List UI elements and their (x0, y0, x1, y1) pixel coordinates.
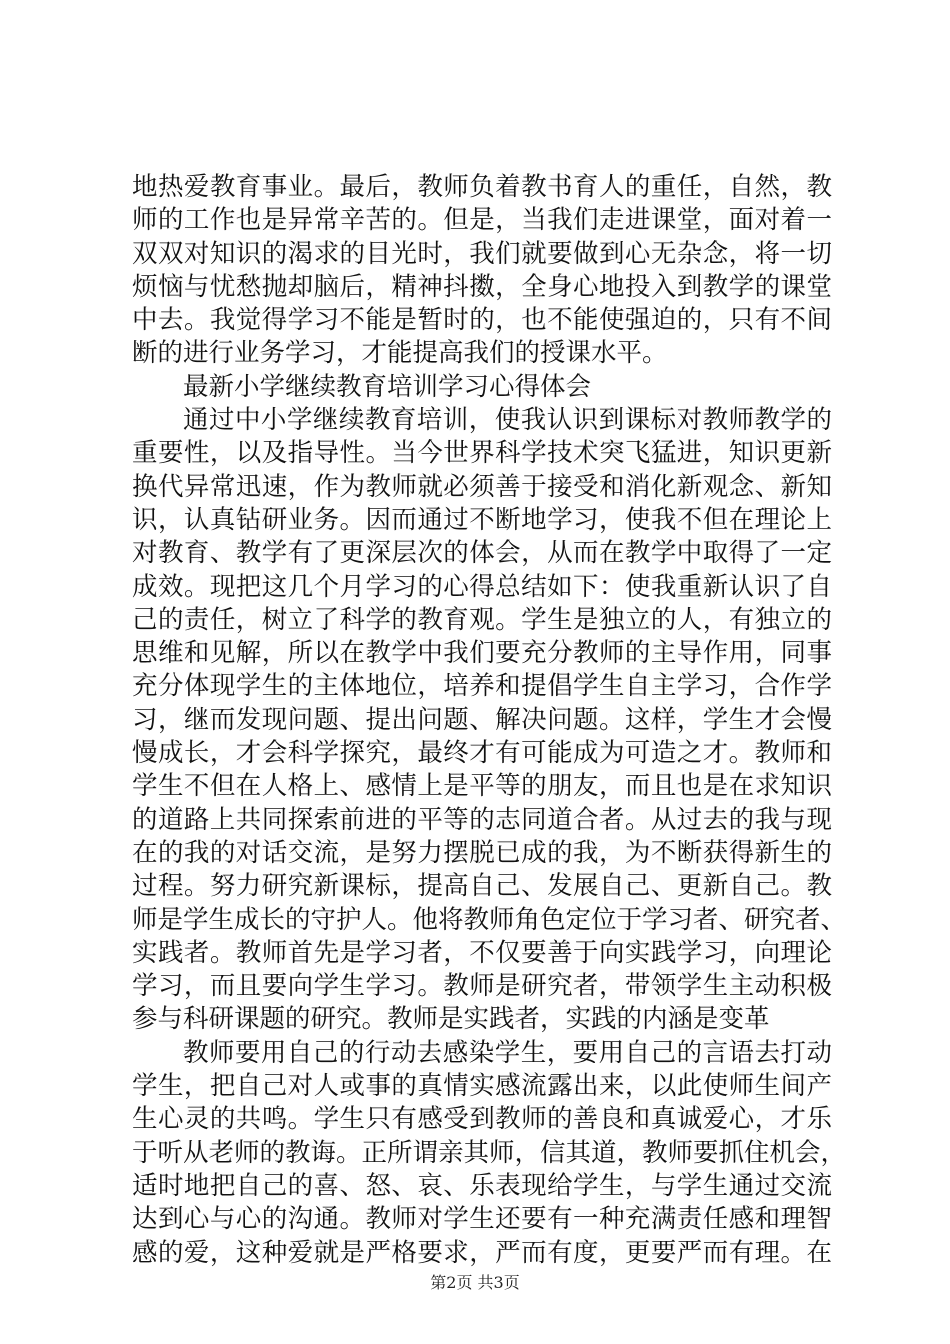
text-line: 充分体现学生的主体地位，培养和提倡学生自主学习，合作学 (132, 671, 832, 702)
text-line: 成效。现把这几个月学习的心得总结如下：使我重新认识了自 (132, 571, 832, 602)
text-line: 重要性，以及指导性。当今世界科学技术突飞猛进，知识更新 (132, 438, 832, 469)
text-line: 双双对知识的渴求的目光时，我们就要做到心无杂念，将一切 (132, 238, 832, 269)
document-body (132, 171, 847, 1270)
text-line: 学生不但在人格上、感情上是平等的朋友，而且也是在求知识 (132, 771, 832, 802)
text-line: 己的责任，树立了科学的教育观。学生是独立的人，有独立的 (132, 604, 832, 635)
text-line: 师的工作也是异常辛苦的。但是，当我们走进课堂，面对着一 (132, 205, 832, 236)
text-line: 生心灵的共鸣。学生只有感受到教师的善良和真诚爱心，才乐 (132, 1104, 832, 1135)
text-line: 换代异常迅速，作为教师就必须善于接受和消化新观念、新知 (132, 471, 832, 502)
text-line: 最新小学继续教育培训学习心得体会 (183, 371, 592, 402)
text-line: 慢成长，才会科学探究，最终才有可能成为可造之才。教师和 (132, 738, 832, 769)
text-line: 对教育、教学有了更深层次的体会，从而在教学中取得了一定 (132, 538, 832, 569)
text-line: 的道路上共同探索前进的平等的志同道合者。从过去的我与现 (132, 804, 832, 835)
text-line: 断的进行业务学习，才能提高我们的授课水平。 (132, 338, 668, 369)
text-line: 习，继而发现问题、提出问题、解决问题。这样，学生才会慢 (132, 704, 832, 735)
text-line: 学生，把自己对人或事的真情实感流露出来，以此使师生间产 (132, 1071, 832, 1102)
page-footer: 第2页 共3页 (430, 1273, 520, 1292)
text-line: 感的爱，这种爱就是严格要求，严而有度，更要严而有理。在 (132, 1237, 832, 1268)
text-line: 思维和见解，所以在教学中我们要充分教师的主导作用，同事 (132, 638, 832, 669)
text-line: 于听从老师的教诲。正所谓亲其师，信其道，教师要抓住机会， (132, 1137, 847, 1168)
text-line: 参与科研课题的研究。教师是实践者，实践的内涵是变革 (132, 1004, 770, 1035)
text-line: 通过中小学继续教育培训，使我认识到课标对教师教学的 (183, 405, 832, 436)
text-line: 适时地把自己的喜、怒、哀、乐表现给学生，与学生通过交流 (132, 1170, 832, 1201)
text-line: 师是学生成长的守护人。他将教师角色定位于学习者、研究者、 (132, 904, 847, 935)
text-line: 达到心与心的沟通。教师对学生还要有一种充满责任感和理智 (132, 1204, 832, 1235)
text-line: 教师要用自己的行动去感染学生，要用自己的言语去打动 (183, 1037, 832, 1068)
text-line: 地热爱教育事业。最后，教师负着教书育人的重任，自然，教 (132, 172, 832, 202)
text-line: 识，认真钻研业务。因而通过不断地学习，使我不但在理论上 (132, 504, 832, 535)
text-line: 中去。我觉得学习不能是暂时的，也不能使强迫的，只有不间 (132, 305, 832, 336)
text-line: 过程。努力研究新课标，提高自己、发展自己、更新自己。教 (132, 871, 832, 902)
text-line: 实践者。教师首先是学习者，不仅要善于向实践学习，向理论 (132, 937, 832, 968)
text-line: 在的我的对话交流，是努力摆脱已成的我，为不断获得新生的 (132, 837, 832, 868)
text-line: 学习，而且要向学生学习。教师是研究者，带领学生主动积极 (132, 971, 832, 1002)
text-line: 烦恼与忧愁抛却脑后，精神抖擞，全身心地投入到教学的课堂 (132, 271, 832, 302)
